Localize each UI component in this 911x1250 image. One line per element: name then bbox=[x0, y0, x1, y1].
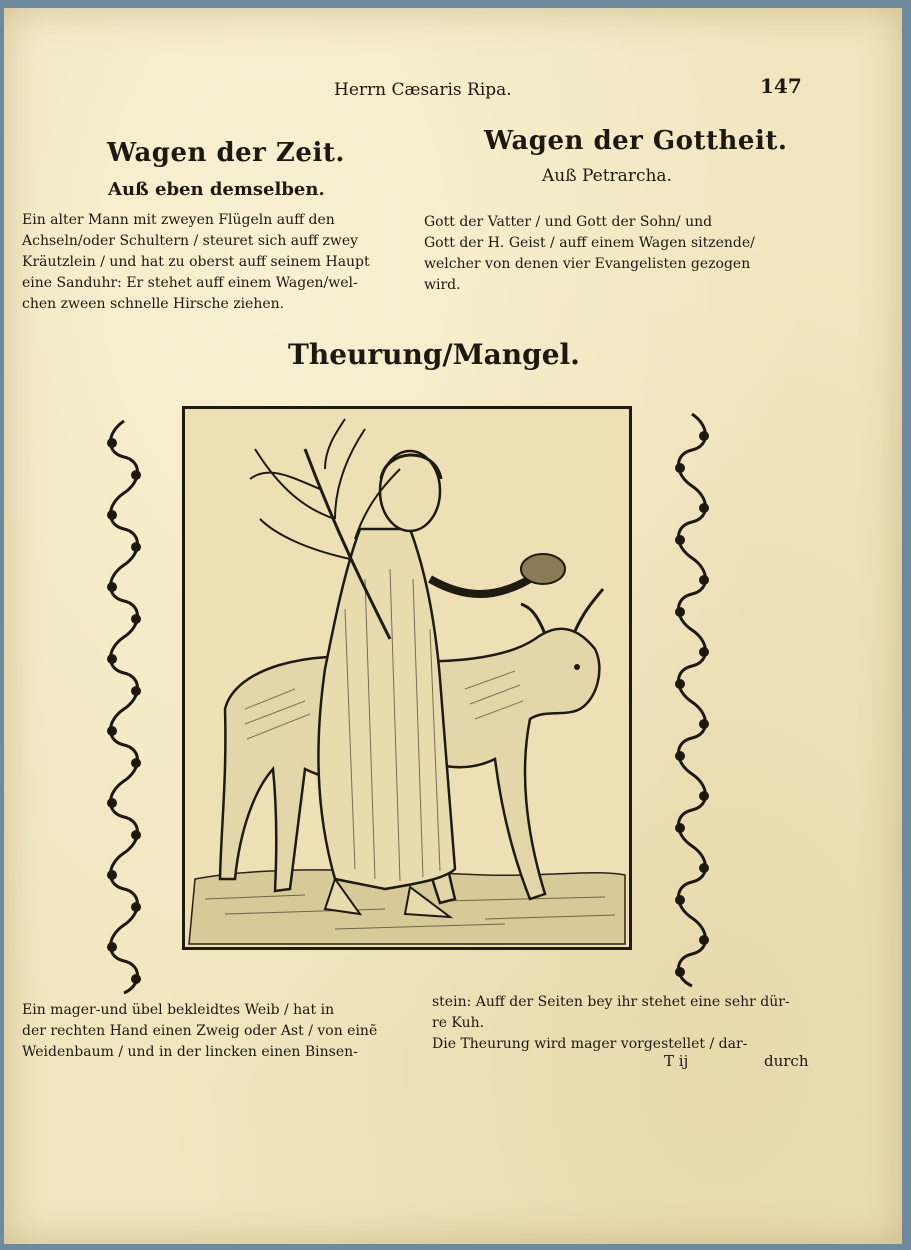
text-line: Ein alter Mann mit zweyen Flügeln auff den bbox=[22, 212, 335, 228]
text-line: re Kuh. bbox=[432, 1015, 485, 1031]
left-column-paragraph bbox=[22, 210, 412, 315]
text-line: Kräutzlein / und hat zu oberst auff seinem Haupt bbox=[22, 254, 370, 270]
right-column-paragraph bbox=[424, 212, 814, 296]
ornamental-border-left bbox=[98, 413, 150, 998]
running-head: Herrn Cæsaris Ripa. bbox=[334, 80, 512, 100]
ornamental-border-right bbox=[666, 406, 718, 991]
woman-and-cow-figure bbox=[185, 409, 629, 947]
text-line: Ein mager-und übel bekleidtes Weib / hat in bbox=[22, 1002, 335, 1018]
caption-left bbox=[22, 1000, 422, 1063]
book-page bbox=[4, 8, 902, 1244]
left-column-subtitle: Auß eben demselben. bbox=[108, 179, 325, 200]
right-column-subtitle: Auß Petrarcha. bbox=[542, 166, 672, 186]
text-line: welcher von denen vier Evangelisten gezogen bbox=[424, 256, 751, 272]
text-line: Gott der H. Geist / auff einem Wagen sitzende/ bbox=[424, 235, 755, 251]
text-line: Weidenbaum / und in der lincken einen Binsen- bbox=[22, 1044, 358, 1060]
text-line: wird. bbox=[424, 277, 461, 293]
woodcut-illustration bbox=[182, 406, 632, 950]
text-line: Achseln/oder Schultern / steuret sich auff zwey bbox=[22, 233, 359, 249]
text-line: chen zween schnelle Hirsche ziehen. bbox=[22, 296, 285, 312]
caption-right bbox=[432, 992, 822, 1055]
text-line: Die Theurung wird mager vorgestellet / dar- bbox=[432, 1036, 748, 1052]
left-column-title: Wagen der Zeit. bbox=[107, 138, 345, 168]
text-line: stein: Auff der Seiten bey ihr stehet eine sehr dür- bbox=[432, 994, 790, 1010]
catchword: durch bbox=[764, 1052, 809, 1070]
right-column-title: Wagen der Gottheit. bbox=[484, 126, 788, 156]
signature-mark: T ij bbox=[664, 1052, 689, 1070]
text-line: Gott der Vatter / und Gott der Sohn/ und bbox=[424, 214, 713, 230]
text-line: der rechten Hand einen Zweig oder Ast / von einẽ bbox=[22, 1023, 378, 1039]
section-title: Theurung/Mangel. bbox=[288, 338, 580, 371]
text-line: eine Sanduhr: Er stehet auff einem Wagen/wel- bbox=[22, 275, 358, 291]
page-number: 147 bbox=[760, 74, 802, 98]
